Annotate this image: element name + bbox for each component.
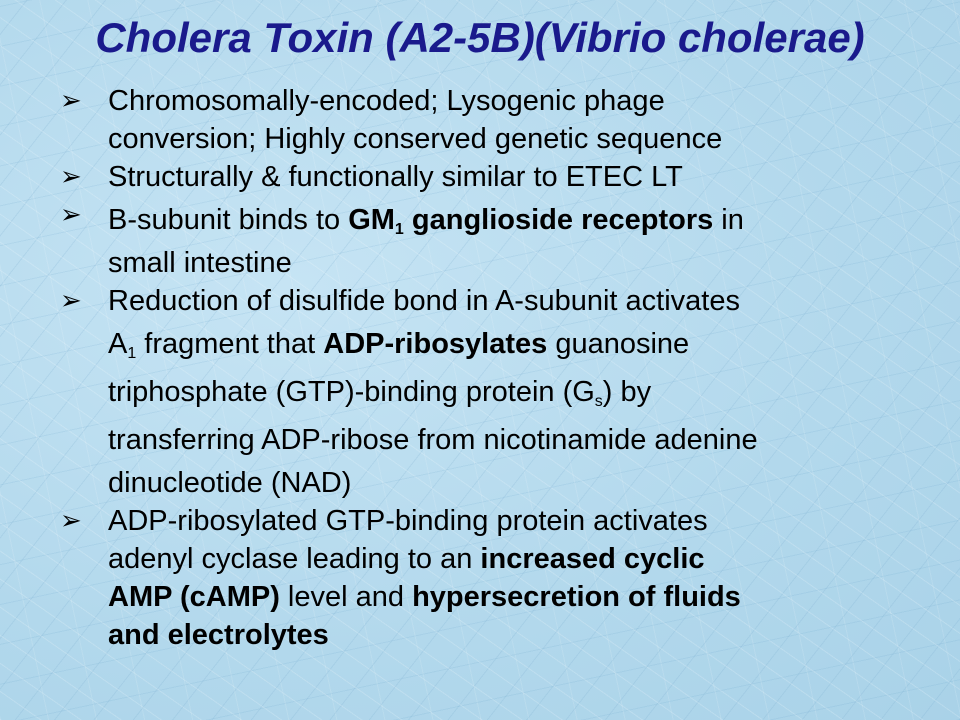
text-run: Chromosomally-encoded; Lysogenic phage [108,85,665,117]
text-run: dinucleotide (NAD) [108,467,352,499]
bullet-item [60,282,950,502]
bullet-line [108,368,950,416]
bullet-line [108,502,950,540]
bullet-text [108,158,950,196]
bold-term: ganglioside receptors [403,204,714,236]
bullet-line [108,158,950,196]
text-run: guanosine [547,328,690,360]
bold-term: ADP-ribosylates [323,328,548,360]
bold-term: GM [348,204,395,236]
text-run: ) by [602,376,652,408]
arrow-bullet-icon: ➢ [60,506,82,536]
subscript: s [594,393,603,410]
text-run: ADP-ribosylated GTP-binding protein activates [108,505,708,537]
bullet-text [108,502,950,654]
bullet-line [108,82,950,120]
subscript: 1 [394,221,404,238]
bullet-line [108,120,950,158]
bullet-item [60,502,950,654]
bullet-item [60,82,950,158]
text-run: transferring ADP-ribose from nicotinamide adenine [108,424,758,456]
bullet-text [108,282,950,502]
text-run: triphosphate (GTP)-binding protein (G [108,376,595,408]
bullet-line [108,616,950,654]
arrow-bullet-icon: ➢ [60,286,82,316]
slide-title: Cholera Toxin (A2-5B)(Vibrio cholerae) [95,14,865,61]
arrow-bullet-icon: ➢ [60,162,82,192]
text-run: fragment that [136,328,324,360]
bold-term: AMP (cAMP) [108,581,280,613]
bullet-line [108,540,950,578]
arrow-bullet-icon: ➢ [60,86,82,116]
bold-term: increased cyclic [480,543,705,575]
subscript: 1 [127,345,137,362]
bold-term: hypersecretion of fluids [412,581,741,613]
text-run: A [108,328,128,360]
bullet-text [108,196,950,282]
bullet-line [108,282,950,320]
text-run: level and [279,581,413,613]
bullet-item [60,158,950,196]
bullet-text [108,82,950,158]
bullet-line [108,464,950,502]
bold-term: and electrolytes [108,619,329,651]
text-run: Reduction of disulfide bond in A-subunit activates [108,285,740,317]
bullet-line [108,578,950,616]
text-run: B-subunit binds to [108,204,349,236]
bullet-line [108,320,950,368]
text-run: in [713,204,744,236]
bullet-line [108,196,950,244]
bullet-line [108,416,950,464]
text-run: Structurally & functionally similar to ETEC LT [108,161,683,193]
arrow-bullet-icon: ➢ [60,200,82,230]
bullet-list [60,82,950,654]
bullet-line [108,244,950,282]
text-run: adenyl cyclase leading to an [108,543,481,575]
text-run: small intestine [108,247,292,279]
bullet-item [60,196,950,282]
text-run: conversion; Highly conserved genetic sequence [108,123,723,155]
